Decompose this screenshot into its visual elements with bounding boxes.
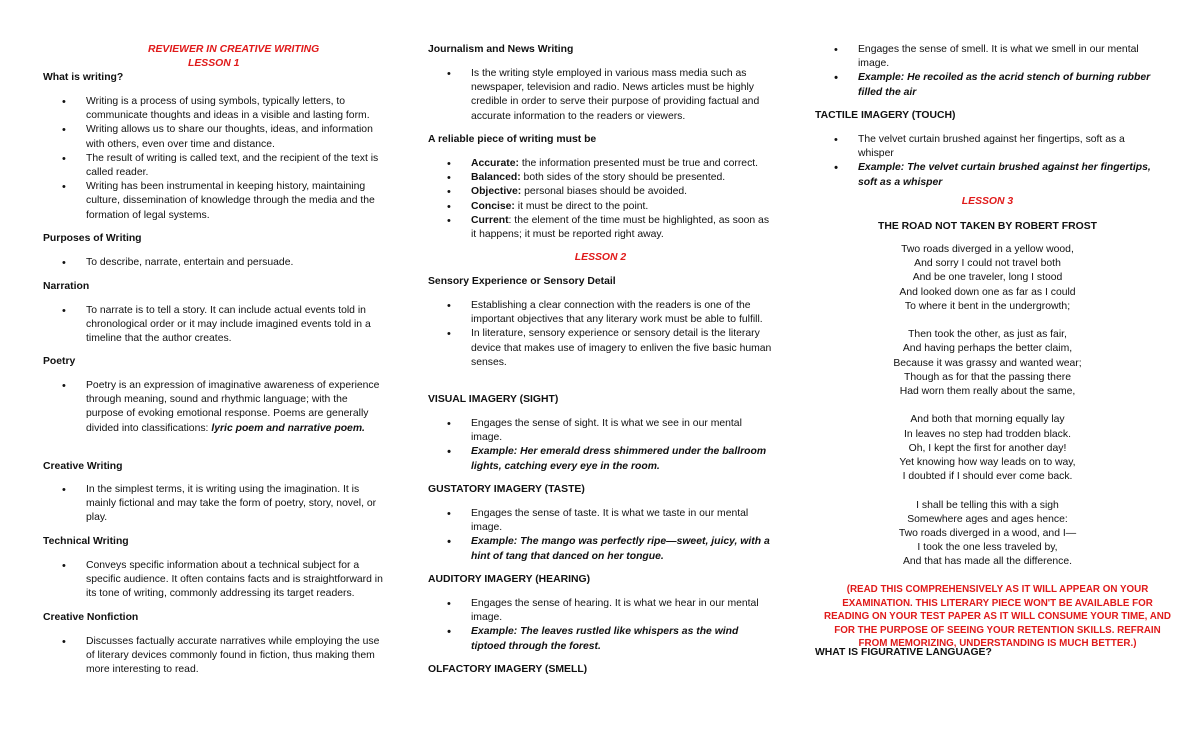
list-item (428, 200, 773, 214)
poem-line: To where it bent in the undergrowth; (904, 300, 1071, 312)
list-item: • Writing has been instrumental in keeping history, maintaining culture, dissemination of knowledge through the media and the formation of legal systems. (43, 180, 388, 223)
heading-gustatory-imagery: GUSTATORY IMAGERY (TASTE) (428, 484, 585, 495)
list-item: • The result of writing is called text, and the recipient of the text is called reader. (43, 152, 388, 180)
heading-journalism: Journalism and News Writing (428, 44, 574, 55)
poem-line: Somewhere ages and ages hence: (907, 513, 1068, 525)
term: Accurate: (471, 158, 519, 169)
journalism-list (428, 67, 773, 124)
list-item: • Engages the sense of sight. It is what we see in our mental image. (428, 417, 773, 445)
definition: personal biases should be avoided. (521, 186, 688, 198)
heading-creative-writing: Creative Writing (43, 461, 123, 472)
auditory-list (428, 597, 773, 654)
sensory-list (428, 299, 773, 370)
definition: it must be direct to the point. (514, 200, 649, 212)
example-item: • Example: The mango was perfectly ripe—sweet, juicy, with a hint of tang that danced on her tongue. (428, 535, 773, 563)
poem-line: And looked down one as far as I could (899, 286, 1076, 298)
heading-visual-imagery: VISUAL IMAGERY (SIGHT) (428, 394, 559, 405)
list-item: • Writing allows us to share our thoughts, ideas, and information with others, even over time and distance. (43, 123, 388, 151)
list-item (428, 185, 773, 199)
example-item: • Example: The leaves rustled like whispers as the wind tiptoed through the forest. (428, 625, 773, 653)
nonfiction-list (43, 635, 388, 678)
poem-line: And be one traveler, long I stood (912, 272, 1063, 284)
gustatory-list (428, 507, 773, 564)
heading-what-is-writing: What is writing? (43, 72, 124, 83)
poem-line: And sorry I could not travel both (914, 258, 1061, 270)
list-item: • Writing is a process of using symbols, typically letters, to communicate thoughts and ideas in a visible and lasting form. (43, 95, 388, 123)
term: Objective: (471, 186, 522, 198)
heading-tactile-imagery: TACTILE IMAGERY (TOUCH) (815, 110, 956, 121)
heading-technical-writing: Technical Writing (43, 536, 129, 547)
poetry-classifications: lyric poem and narrative poem. (211, 422, 365, 434)
heading-creative-nonfiction: Creative Nonfiction (43, 612, 139, 623)
list-item (428, 214, 773, 242)
poem-line: And having perhaps the better claim, (902, 343, 1073, 355)
example-item: • Example: Her emerald dress shimmered under the ballroom lights, catching every eye in the room. (428, 445, 773, 473)
poem-line: In leaves no step had trodden black. (904, 428, 1071, 440)
list-item: • Discusses factually accurate narratives while employing the use of literary devices commonly found in fiction, thus making them more interesting to read. (43, 635, 388, 678)
term: Concise: (471, 200, 515, 212)
list-item: • In the simplest terms, it is writing using the imagination. It is mainly fictional and may take the form of poetry, story, novel, or play. (43, 483, 388, 526)
poem-line: Two roads diverged in a wood, and I— (898, 528, 1077, 540)
list-item: • Engages the sense of smell. It is what we smell in our mental image. (815, 43, 1160, 71)
tactile-list (815, 133, 1160, 190)
list-item: • The velvet curtain brushed against her fingertips, soft as a whisper (815, 133, 1160, 161)
heading-sensory: Sensory Experience or Sensory Detail (428, 276, 616, 287)
definition: the information presented must be true and correct. (518, 158, 759, 169)
heading-narration: Narration (43, 281, 90, 292)
olfactory-list (815, 43, 1160, 100)
heading-reliable: A reliable piece of writing must be (428, 134, 597, 145)
poetry-text: Poetry is an expression of imaginative awareness of experience through meaning, sound and rhythmic language; with the purpose of evoking emotional response. Poems are generally divided into classifications: (86, 380, 380, 434)
heading-figurative-language: WHAT IS FIGURATIVE LANGUAGE? (815, 647, 992, 658)
list-item: • To describe, narrate, entertain and persuade. (43, 256, 388, 270)
heading-purposes: Purposes of Writing (43, 233, 142, 244)
lesson-1-label: LESSON 1 (188, 58, 240, 69)
list-item (43, 379, 388, 436)
heading-olfactory-imagery: OLFACTORY IMAGERY (SMELL) (428, 664, 588, 675)
heading-poetry: Poetry (43, 356, 76, 367)
poem-line: Oh, I kept the first for another day! (908, 442, 1067, 454)
visual-list (428, 417, 773, 474)
narration-list (43, 304, 388, 347)
list-item: • Establishing a clear connection with the readers is one of the important objectives that any literary work must be able to fulfill. (428, 299, 773, 327)
poem-line: Because it was grassy and wanted wear; (893, 357, 1082, 369)
poem-line: Two roads diverged in a yellow wood, (901, 244, 1074, 255)
list-item: • Engages the sense of taste. It is what we taste in our mental image. (428, 507, 773, 535)
list-item (428, 171, 773, 185)
purposes-list (43, 256, 388, 270)
list-item: • Engages the sense of hearing. It is what we hear in our mental image. (428, 597, 773, 625)
list-item: • In literature, sensory experience or sensory detail is the literary device that makes use of imagery to enliven the five basic human senses. (428, 327, 773, 370)
list-item (428, 157, 773, 171)
example-item: • Example: He recoiled as the acrid stench of burning rubber filled the air (815, 71, 1160, 99)
definition: both sides of the story should be presented. (520, 172, 726, 184)
creative-list (43, 483, 388, 526)
poem-line: Though as for that the passing there (904, 371, 1071, 383)
list-item: • Is the writing style employed in various mass media such as newspaper, television and radio. News articles must be highly credible in order to serve their purpose of providing factual and accurate information to the readers or viewers. (428, 67, 773, 124)
term: Current (471, 214, 509, 226)
technical-list (43, 559, 388, 602)
list-item: • To narrate is to tell a story. It can include actual events told in chronological order or it may include imagined events told in a timeline that the author creates. (43, 304, 388, 347)
poem-line: Yet knowing how way leads on to way, (899, 457, 1076, 469)
poetry-list (43, 379, 388, 436)
exam-note: (READ THIS COMPREHENSIVELY AS IT WILL APPEAR ON YOUR EXAMINATION. THIS LITERARY PIECE WON'T BE AVAILABLE FOR READING ON YOUR TEST PAPER AS IT WILL CONSUME YOUR TIME, AND FOR THE PURPOSE OF SEEING YOUR RETENTION SKILLS. REFRAIN FROM MEMORIZING, UNDERSTANDING IS MUCH BETTER.) (824, 584, 1171, 650)
reliable-list (428, 157, 773, 242)
poem-title: THE ROAD NOT TAKEN BY ROBERT FROST (878, 221, 1097, 232)
definition: : the element of the time must be highlighted, as soon as it happens; it must be reported right away. (471, 214, 770, 241)
lesson-2-label: LESSON 2 (574, 252, 627, 263)
lesson-3-label: LESSON 3 (961, 196, 1014, 207)
poem-line: Had worn them really about the same, (899, 386, 1076, 398)
poem-line: Then took the other, as just as fair, (908, 329, 1067, 341)
poem-line: I took the one less traveled by, (917, 542, 1058, 554)
writing-list (43, 95, 388, 223)
poem-line: I doubted if I should ever come back. (902, 471, 1073, 483)
reviewer-title: REVIEWER IN CREATIVE WRITING (148, 44, 320, 55)
list-item: • Conveys specific information about a technical subject for a specific audience. It often contains facts and is straightforward in its tone of writing, commonly addressing its target readers. (43, 559, 388, 602)
poem-line: I shall be telling this with a sigh (916, 499, 1059, 511)
term: Balanced: (471, 172, 521, 184)
example-item: • Example: The velvet curtain brushed against her fingertips, soft as a whisper (815, 161, 1160, 189)
poem-line: And both that morning equally lay (910, 414, 1065, 426)
poem-line: And that has made all the difference. (902, 556, 1073, 568)
poem-body (815, 243, 1160, 570)
heading-auditory-imagery: AUDITORY IMAGERY (HEARING) (428, 574, 591, 585)
